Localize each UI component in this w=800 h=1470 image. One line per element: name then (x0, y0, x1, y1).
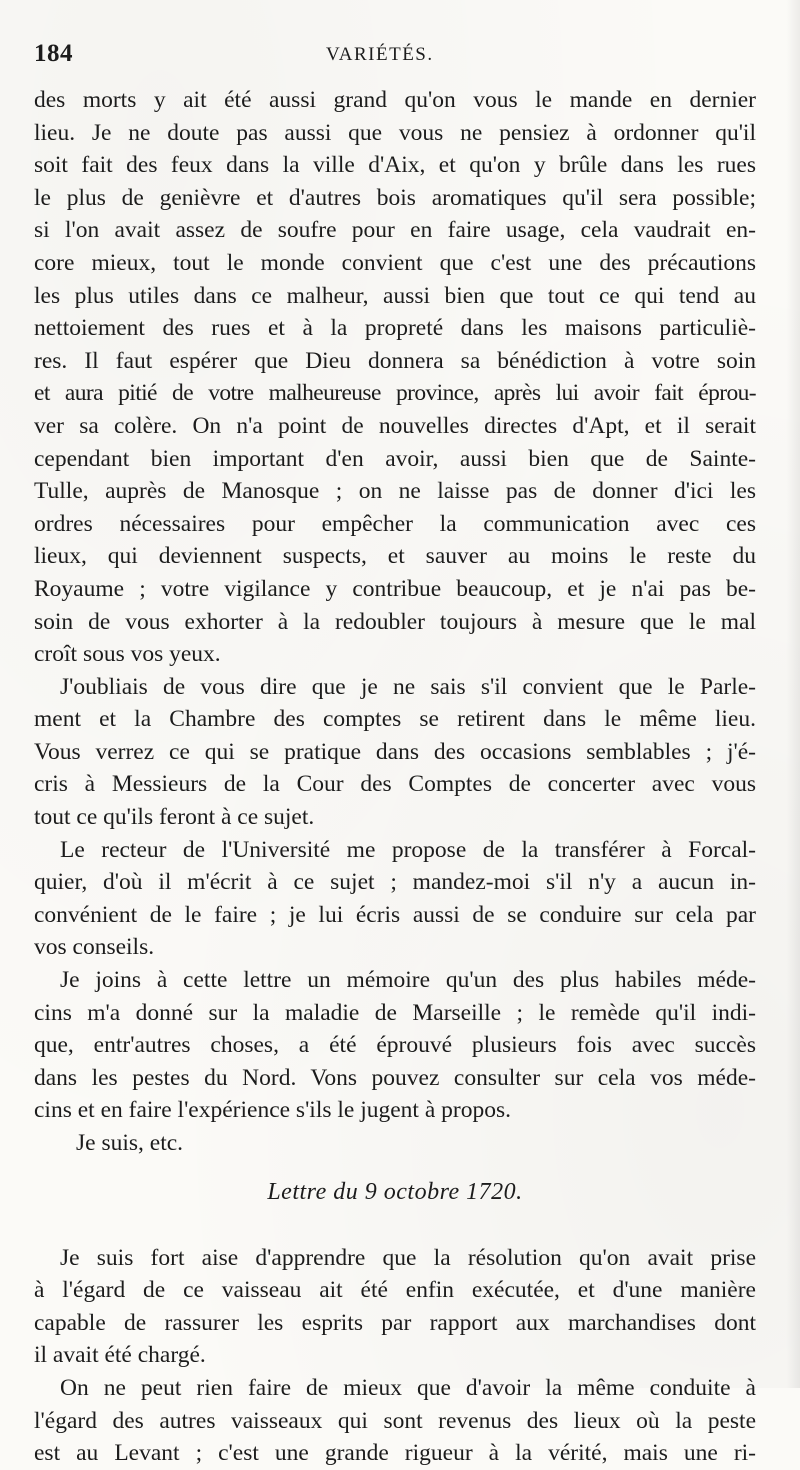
text-line: Je suis fort aise d'apprendre que la résolution qu'on avait prise (60, 1244, 756, 1271)
text-line: convénient de le faire ; je lui écris aussi de se conduire sur cela par (34, 901, 756, 928)
text-line: ment et la Chambre des comptes se retirent dans le même lieu. (34, 706, 756, 733)
text-line: que, entr'autres choses, a été éprouvé plusieurs fois avec succès (34, 1032, 756, 1059)
text-line: soin de vous exhorter à la redoubler toujours à mesure que le mal (34, 608, 756, 635)
text-line: dans les pestes du Nord. Vons pouvez consulter sur cela vos méde- (34, 1064, 756, 1091)
text-line: On ne peut rien faire de mieux que d'avoir la même conduite à (60, 1374, 756, 1401)
text-line: Royaume ; votre vigilance y contribue beaucoup, et je n'ai pas be- (34, 575, 756, 602)
text-line: ordres nécessaires pour empêcher la communication avec ces (34, 510, 756, 537)
text-line: ver sa colère. On n'a point de nouvelles directes d'Apt, et il serait (34, 412, 756, 439)
text-line: Le recteur de l'Université me propose de la transférer à Forcal- (60, 836, 756, 863)
text-line: capable de rassurer les esprits par rapport aux marchandises dont (34, 1309, 756, 1336)
running-title: VARIÉTÉS. (326, 44, 434, 65)
text-line: lieu. Je ne doute pas aussi que vous ne pensiez à ordonner qu'il (34, 119, 756, 146)
text-line: cependant bien important d'en avoir, aussi bien que de Sainte- (34, 445, 756, 472)
text-line: Vous verrez ce qui se pratique dans des occasions semblables ; j'é- (34, 738, 756, 765)
text-line: il avait été chargé. (34, 1342, 206, 1369)
text-line: et aura pitié de votre malheureuse province, après lui avoir fait éprou- (34, 380, 756, 407)
text-line: à l'égard de ce vaisseau ait été enfin exécutée, et d'une manière (34, 1277, 756, 1304)
page-edge-shadow (786, 0, 800, 1388)
text-line: vos conseils. (34, 934, 155, 961)
text-line: le plus de genièvre et d'autres bois aromatiques qu'il sera possible; (34, 184, 756, 211)
text-line: cins et en faire l'expérience s'ils le jugent à propos. (34, 1097, 511, 1124)
text-line: quier, d'où il m'écrit à ce sujet ; mandez-moi s'il n'y a aucun in- (34, 869, 756, 896)
text-line: cins m'a donné sur la maladie de Marseille ; le remède qu'il indi- (34, 999, 756, 1026)
text-line: J'oubliais de vous dire que je ne sais s'il convient que le Parle- (60, 673, 756, 700)
text-line: l'égard des autres vaisseaux qui sont revenus des lieux où la peste (34, 1407, 756, 1434)
text-line: Tulle, auprès de Manosque ; on ne laisse pas de donner d'ici les (34, 478, 756, 505)
text-line: tout ce qu'ils feront à ce sujet. (34, 804, 315, 831)
text-line: nettoiement des rues et à la propreté dans les maisons particuliè- (34, 315, 756, 342)
text-line: cris à Messieurs de la Cour des Comptes de concerter avec vous (34, 771, 756, 798)
closing-line: Je suis, etc. (76, 1130, 184, 1156)
text-line: core mieux, tout le monde convient que c'est une des précautions (34, 249, 756, 276)
running-head (34, 40, 734, 74)
text-line: des morts y ait été aussi grand qu'on vous le mande en dernier (34, 87, 756, 113)
text-line: res. Il faut espérer que Dieu donnera sa bénédiction à votre soin (34, 347, 756, 374)
body-text (34, 84, 756, 1470)
text-line: soit fait des feux dans la ville d'Aix, et qu'on y brûle dans les rues (34, 152, 756, 179)
heading-spacer (34, 1224, 756, 1242)
page-number: 184 (34, 40, 73, 67)
letter-heading: Lettre du 9 octobre 1720. (267, 1178, 523, 1205)
text-line: si l'on avait assez de soufre pour en faire usage, cela vaudrait en- (34, 217, 756, 244)
text-line: croît sous vos yeux. (34, 641, 221, 668)
text-line: lieux, qui deviennent suspects, et sauver au moins le reste du (34, 543, 756, 570)
text-line: les plus utiles dans ce malheur, aussi bien que tout ce qui tend au (34, 282, 756, 309)
text-line: Je joins à cette lettre un mémoire qu'un des plus habiles méde- (60, 967, 756, 994)
text-line: est au Levant ; c'est une grande rigueur à la vérité, mais une ri- (34, 1440, 756, 1467)
